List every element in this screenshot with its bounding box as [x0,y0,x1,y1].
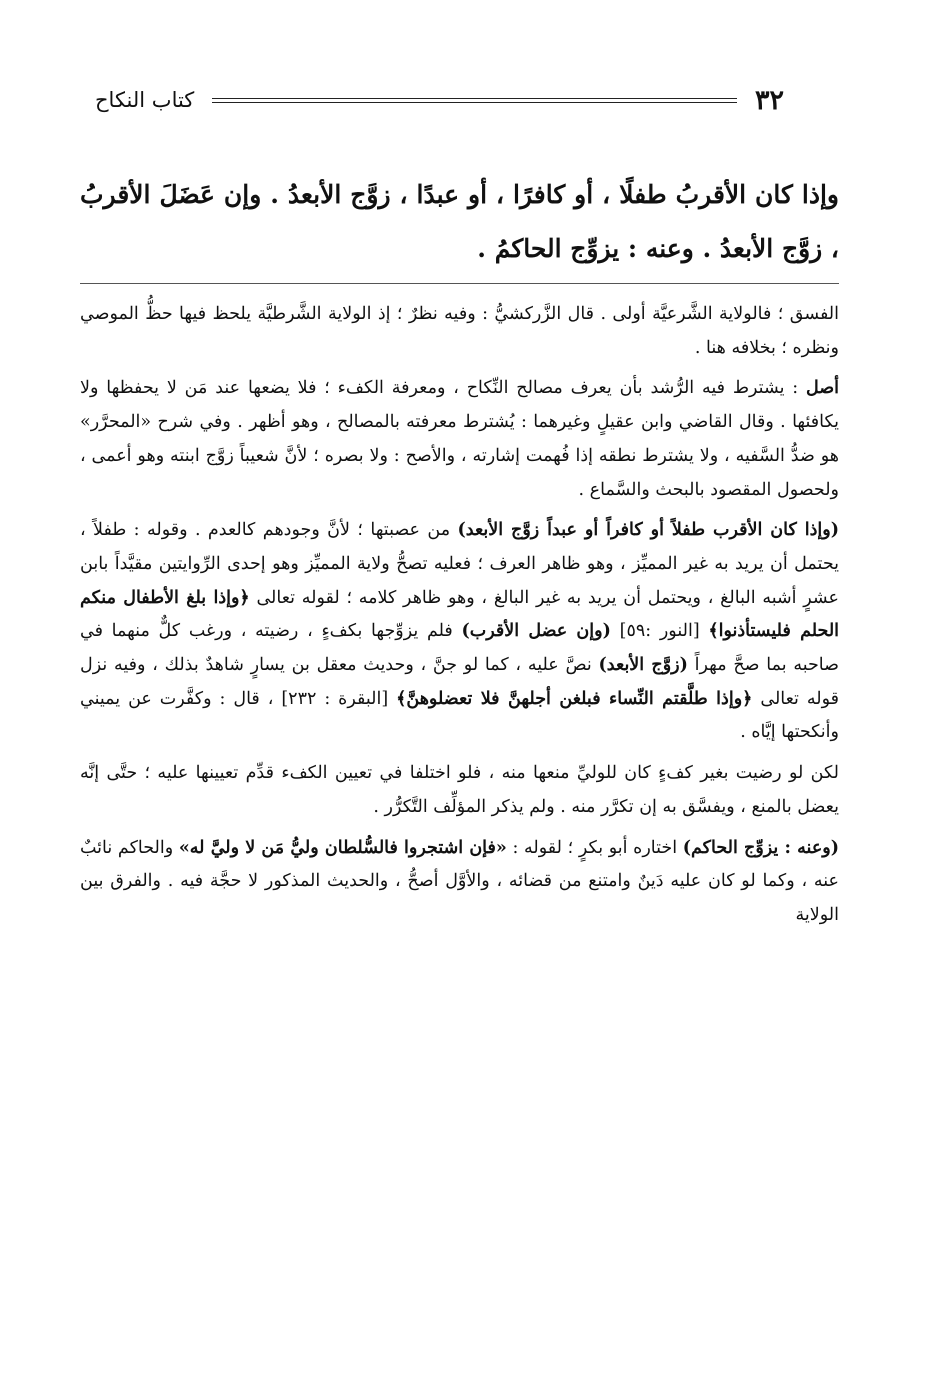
commentary-paragraph-3 [80,514,839,750]
running-title: كتاب النكاح [95,88,195,112]
hadith-quote: «فإن اشتجروا فالسُّلطان وليُّ مَن لا وليَّ له» [178,837,507,858]
commentary-paragraph-1: الفسق ؛ فالولاية الشَّرعيَّة أولى . قال الزَّركشيُّ : وفيه نظرٌ ؛ إذ الولاية الشَّرطيَّة يلحظ فيها حظُّ الموصي ونظره ؛ بخلافه هنا . [80,304,839,358]
commentary-text: نصَّ عليه ، كما لو جنَّ ، وحديث معقل بن يسارٍ شاهدٌ بذلك ، وفيه نزل قوله تعالى [80,655,839,709]
asl-heading: أصل [806,378,839,399]
page-number: ٣٢ [754,84,784,116]
commentary-text: فلم يزوِّجها بكفءٍ ، رضيته ، ورغب كلٌّ منهما في صاحبه بما صحَّ مهراً [80,621,839,676]
header-rule [212,98,737,103]
quoted-matn: (وعنه : يزوِّج الحاكم) [682,837,839,858]
commentary-text: من عصبتها ؛ لأنَّ وجودهم كالعدم . وقوله : طفلاً ، يحتمل أن يريد به غير المميِّز ، وهو ظاهر العرف ؛ فعليه تصحُّ ولاية المميِّز وهو إحدى الرِّوايتين مقيَّداً بابن عشرٍ أشبه البالغ ، ويحتمل أن يريد به غير البالغ ، وهو ظاهر كلامه ؛ لقوله تعالى [80,520,839,608]
asl-text: : يشترط فيه الرُّشد بأن يعرف مصالح النِّكاح ، ومعرفة الكفء ؛ فلا يضعها عند مَن لا يحفظها ولا يكافئها . وقال القاضي وابن عقيلٍ وغيرهما : يُشترط معرفته بالمصالح ، وهو أظهر . وفي شرح «المحرَّر» هو ضدُّ السَّفيه ، ولا يشترط نطقه إذا فُهمت إشارته ، والأصح : ولا بصره ؛ لأنَّ شعيباً زوَّج ابنته وهو أعمى ، ولحصول المقصود بالبحث والسَّماع . [80,378,839,500]
verse-reference: [النور :٥٩] [610,621,709,642]
commentary-paragraph-2 [80,372,839,507]
commentary-paragraph-5 [80,832,839,933]
main-text: وإذا كان الأقربُ طفلًا ، أو كافرًا ، أو عبدًا ، زوَّج الأبعدُ . وإن عَضَلَ الأقربُ ، زوَّج الأبعدُ . وعنه : يزوِّج الحاكمُ . [80,180,839,263]
commentary-text: اختاره أبو بكرٍ ؛ لقوله : [506,837,683,858]
quran-verse: ﴿وإذا بلغ الأطفال منكم الحلم فليستأذنوا﴾ [80,587,840,642]
commentary-text: [البقرة : ٢٣٢] ، قال : وكفَّرت عن يميني وأنكحتها إيَّاه . [80,688,839,743]
quoted-matn: (وإن عضل الأقرب) [461,621,611,642]
quoted-matn: (زوَّج الأبعد) [598,655,688,676]
commentary-paragraph-4: لكن لو رضيت بغير كفءٍ كان للوليِّ منعها منه ، فلو اختلفا في تعيين الكفء قدِّم تعيينها عليه ؛ حتَّى إنَّه يعضل بالمنع ، ويفسَّق به إن تكرَّر منه . ولم يذكر المؤلِّف التَّكرُّر . [80,763,839,817]
quoted-matn: (وإذا كان الأقرب طفلاً أو كافراً أو عبداً زوَّج الأبعد) [457,520,839,541]
page-header [95,80,784,120]
commentary [80,298,839,933]
quran-verse: ﴿وإذا طلَّقتم النِّساء فبلغن أجلهنَّ فلا تعضلوهنَّ﴾ [396,688,753,709]
commentary-text: والحاكم نائبٌ عنه ، وكما لو كان عليه دَينٌ وامتنع من قضائه ، والأوَّل أصحُّ ، والحديث المذكور لا حجَّة فيه . والفرق بين الولاية [80,837,839,925]
text-divider [80,283,839,284]
